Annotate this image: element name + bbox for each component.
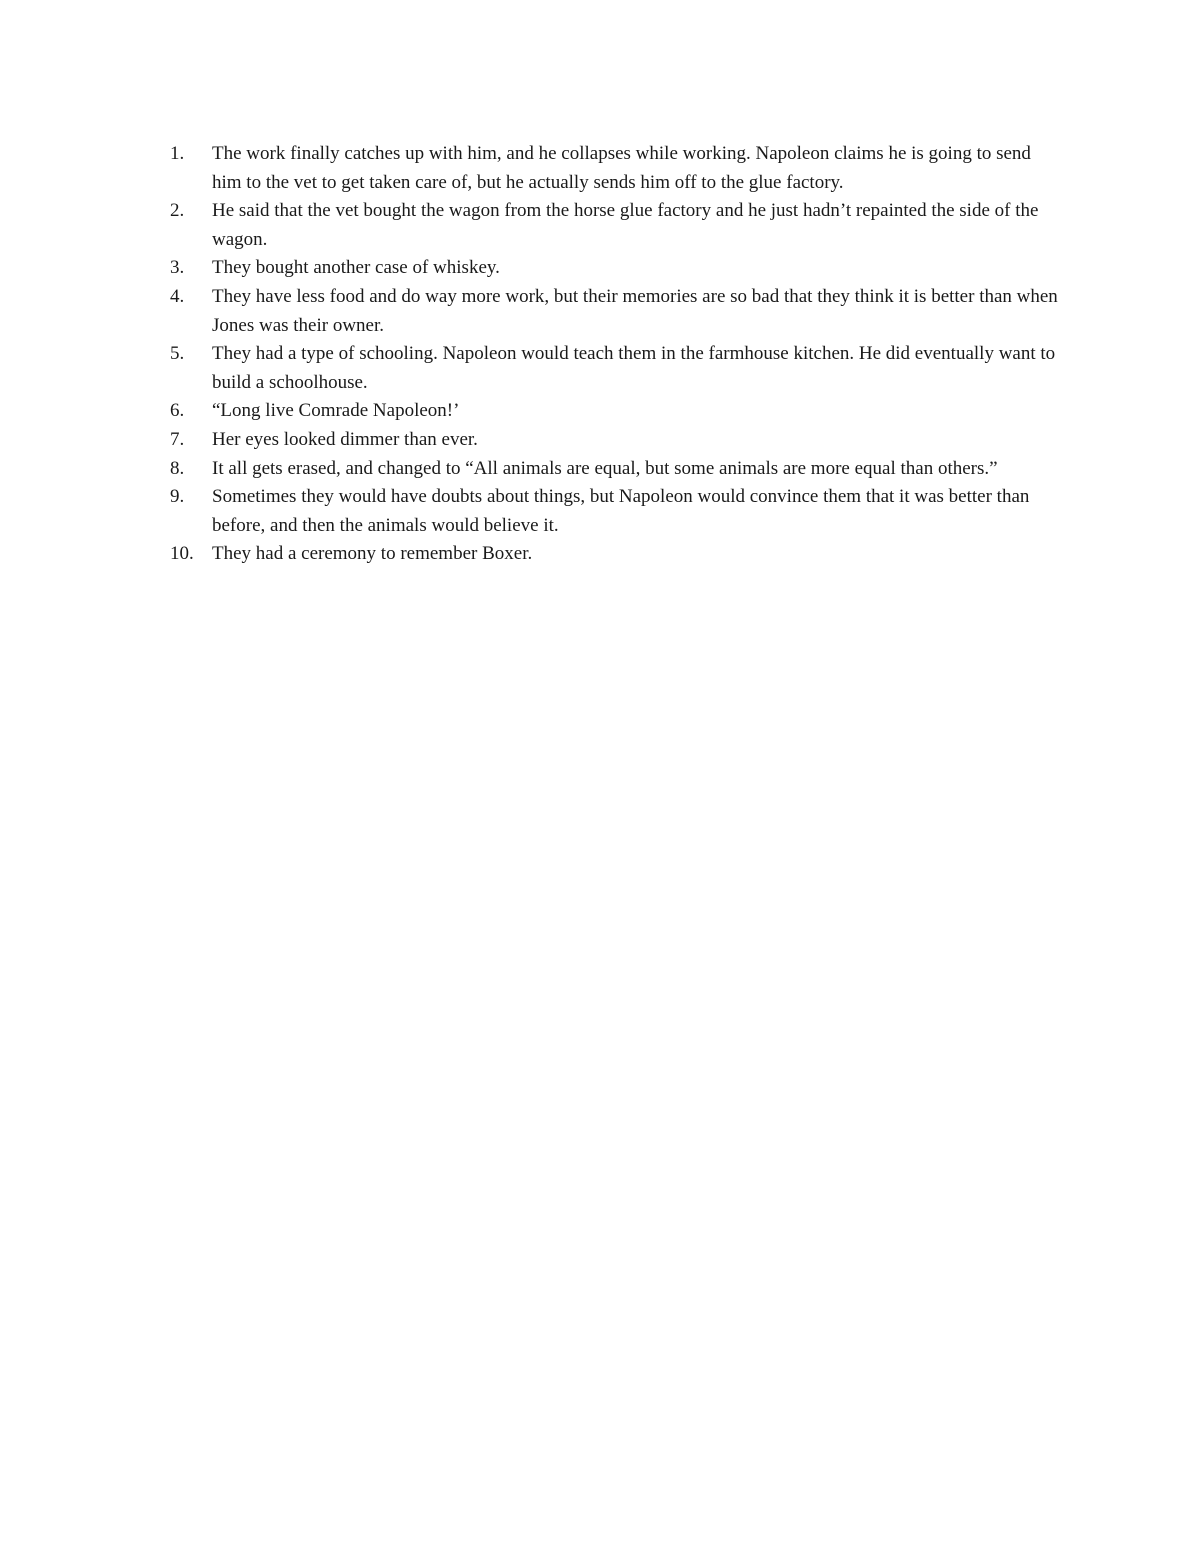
list-item (170, 540, 1065, 569)
item-number: 2. (170, 200, 185, 222)
list-item (170, 283, 1065, 340)
list-item (170, 455, 1065, 484)
item-number: 3. (170, 257, 185, 279)
list-item (170, 340, 1065, 397)
list-item (170, 483, 1065, 540)
item-text: The work finally catches up with him, and he collapses while working. Napoleon claims he is going to send him to the vet to get taken care of, but he actually sends him off to the glue factory. (212, 143, 1031, 193)
item-text: They had a type of schooling. Napoleon would teach them in the farmhouse kitchen. He did eventually want to build a schoolhouse. (212, 343, 1056, 393)
item-number: 5. (170, 343, 185, 365)
item-text: They have less food and do way more work, but their memories are so bad that they think it is better than when Jones was their owner. (212, 285, 1058, 336)
item-number: 9. (170, 486, 185, 508)
item-text: He said that the vet bought the wagon from the horse glue factory and he just hadn’t repainted the side of the wagon. (212, 200, 1039, 250)
item-text: They bought another case of whiskey. (212, 257, 500, 279)
item-number: 4. (170, 285, 185, 307)
item-number: 10. (170, 543, 194, 565)
list-item (170, 140, 1065, 197)
item-number: 1. (170, 143, 185, 164)
item-text: Sometimes they would have doubts about things, but Napoleon would convince them that it was better than before, and then the animals would believe it. (212, 486, 1030, 536)
list-item (170, 197, 1065, 254)
list-item (170, 254, 1065, 283)
list-item (170, 426, 1065, 455)
item-text: It all gets erased, and changed to “All animals are equal, but some animals are more equal than others.” (212, 457, 998, 479)
answer-list (170, 140, 1065, 569)
item-text: They had a ceremony to remember Boxer. (212, 543, 533, 565)
list-item (170, 397, 1065, 426)
item-text: Her eyes looked dimmer than ever. (212, 428, 478, 450)
item-number: 8. (170, 457, 185, 479)
item-number: 7. (170, 428, 185, 450)
item-text: “Long live Comrade Napoleon!’ (212, 400, 460, 422)
item-number: 6. (170, 400, 185, 422)
